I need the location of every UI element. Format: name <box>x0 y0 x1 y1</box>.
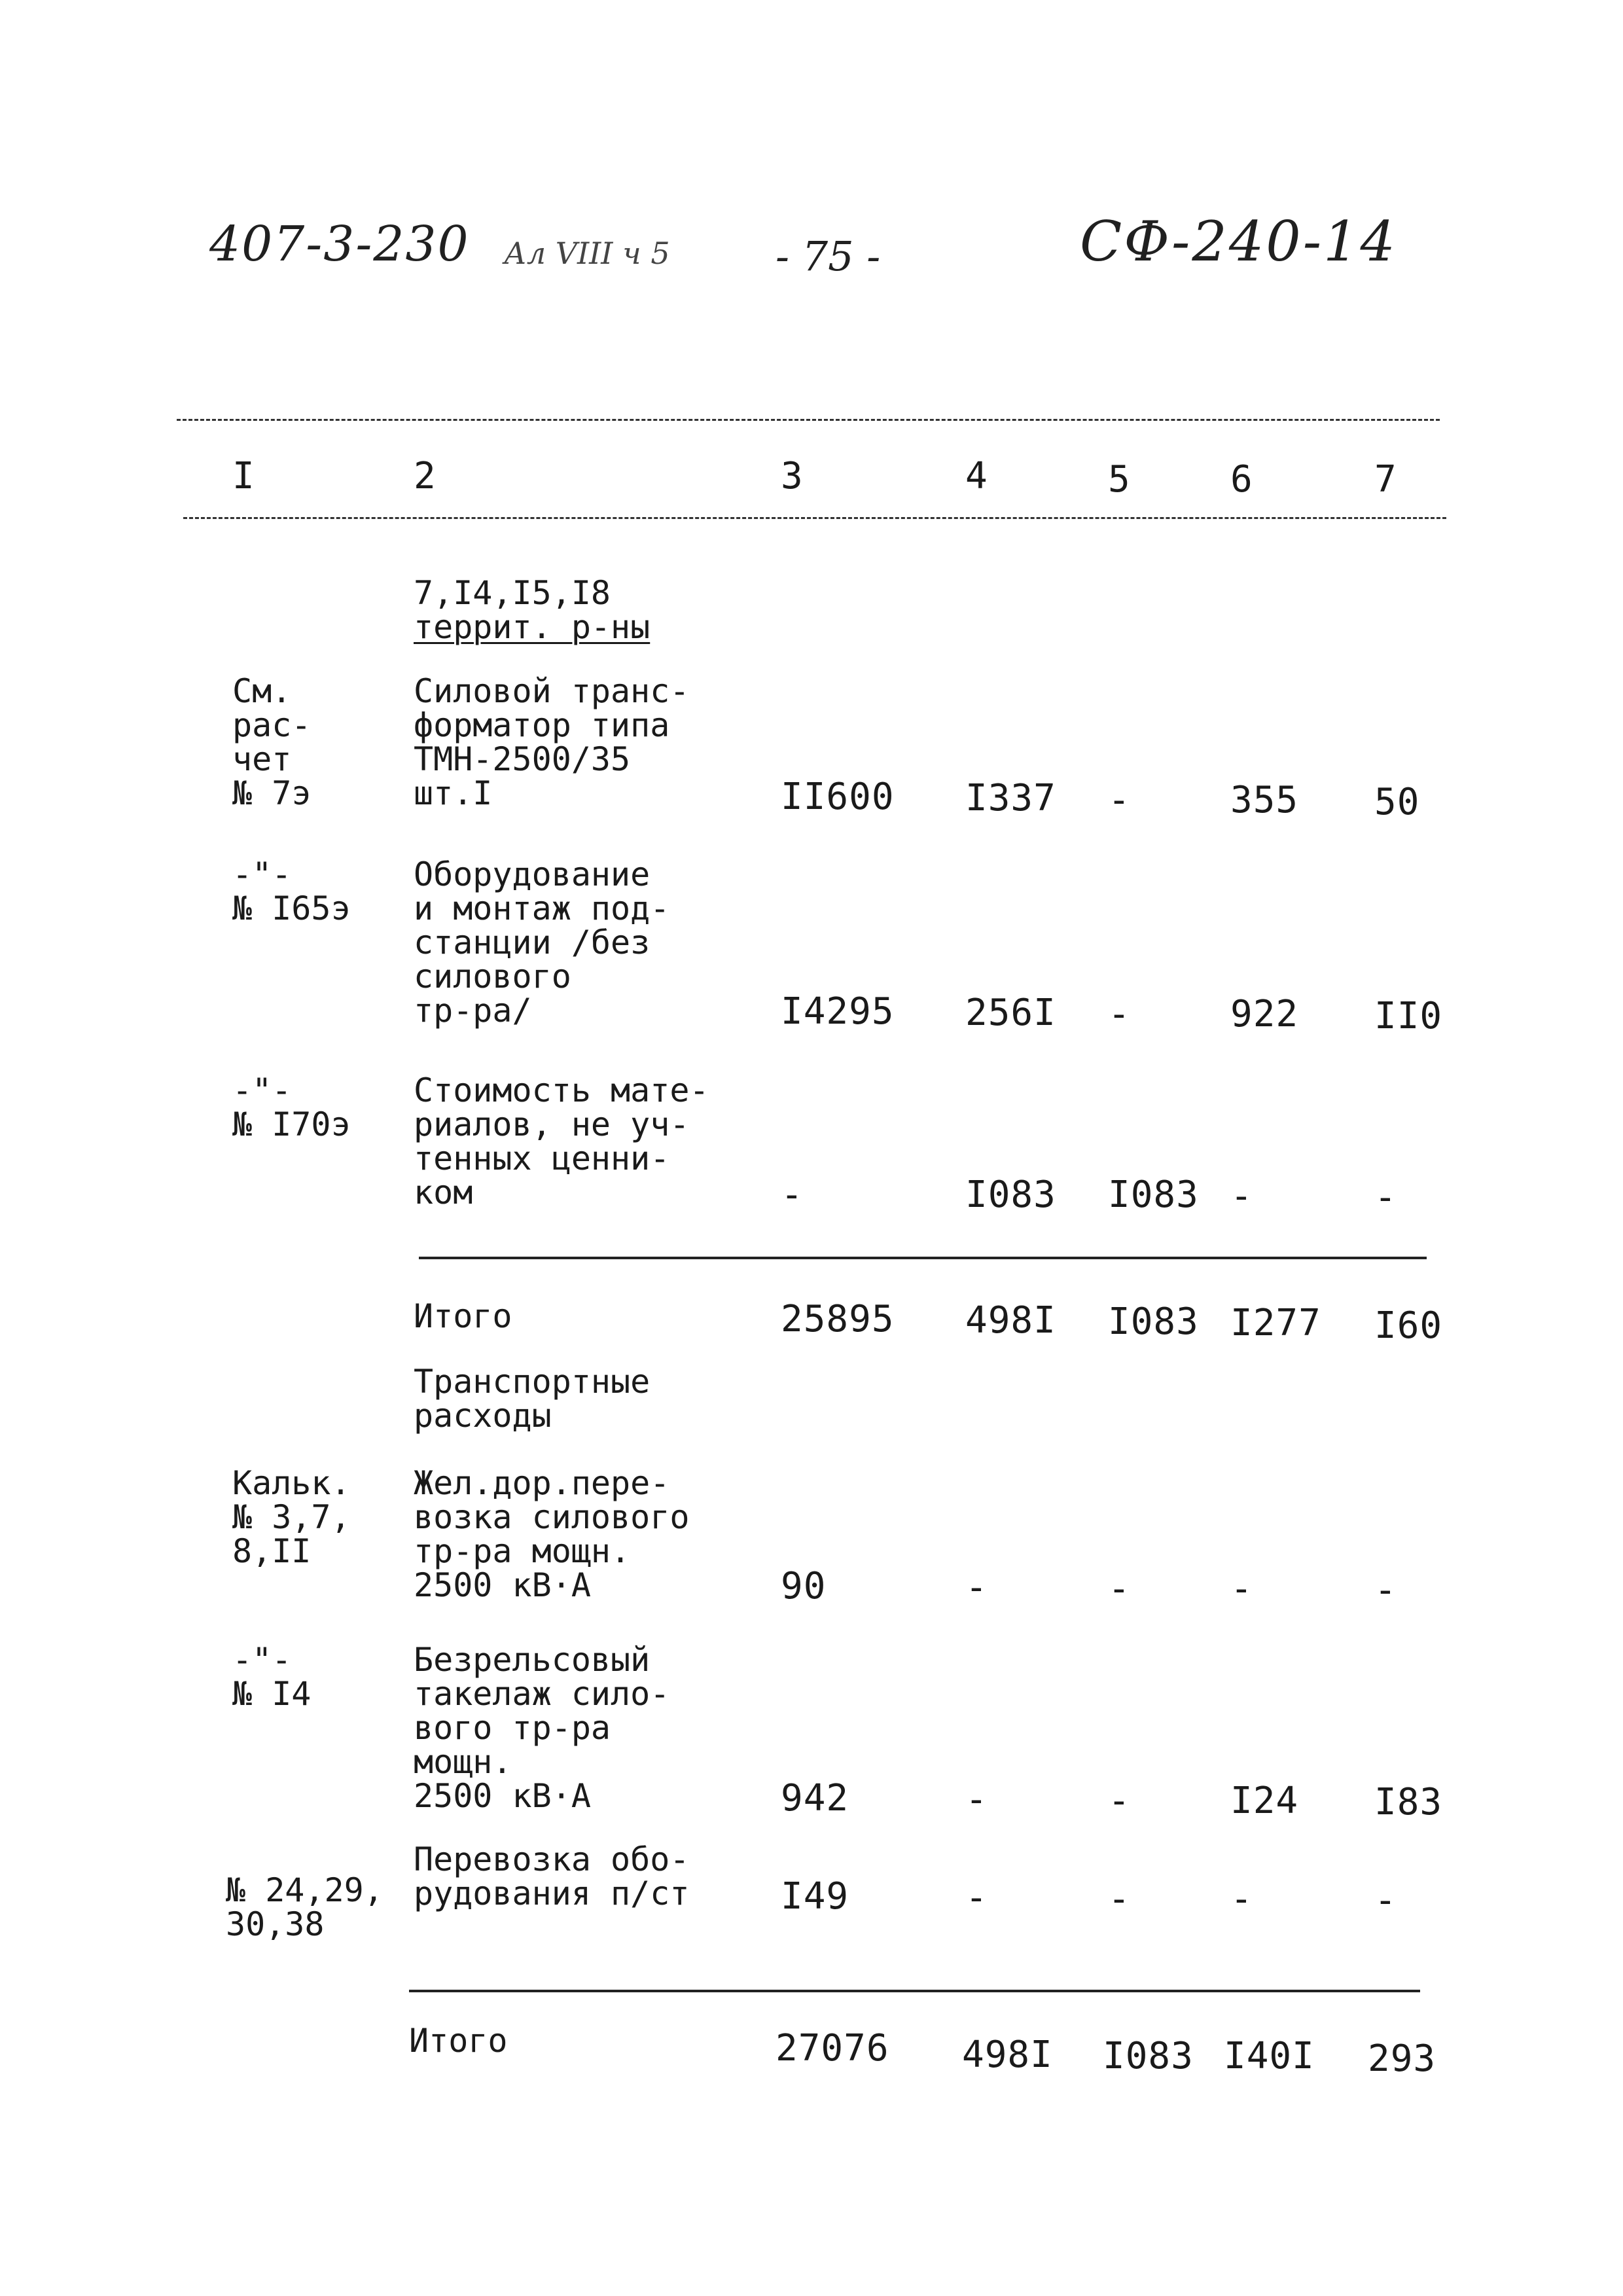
header-top-rule <box>177 419 1440 421</box>
page-number: - 75 - <box>776 232 881 280</box>
section-title: 7,I4,I5,I8 <box>414 574 611 612</box>
document-note: Ал VIII ч 5 <box>504 236 670 271</box>
cell-col5: I083 <box>1103 2035 1194 2077</box>
cell-col7: I60 <box>1374 1304 1443 1347</box>
cell-col6: - <box>1230 1175 1253 1217</box>
sheet-code: СФ-240-14 <box>1080 209 1397 274</box>
cell-col7: - <box>1374 1879 1397 1922</box>
cell-col5: - <box>1108 993 1131 1035</box>
cell-col7: - <box>1374 1569 1397 1611</box>
cell-col7: 293 <box>1368 2037 1436 2080</box>
column-header-2: 2 <box>414 455 436 497</box>
cell-col5: - <box>1108 1568 1131 1610</box>
cell-col3: II600 <box>781 776 895 818</box>
row-reference: См. рас- чет № 7э <box>232 672 312 812</box>
cell-col4: I083 <box>965 1174 1056 1216</box>
column-header-1: I <box>232 455 255 497</box>
total-rule <box>409 1990 1420 1992</box>
cell-col3: 27076 <box>776 2027 889 2070</box>
cell-col6: - <box>1230 1878 1253 1920</box>
document-code: 407-3-230 <box>209 216 470 272</box>
cell-col7: 50 <box>1374 781 1420 823</box>
cell-col6: - <box>1230 1568 1253 1610</box>
cell-col7: II0 <box>1374 995 1443 1037</box>
cell-col3: I4295 <box>781 990 895 1033</box>
column-header-3: 3 <box>781 455 803 497</box>
row-reference: -"- № I65э <box>232 855 351 927</box>
column-header-7: 7 <box>1374 458 1397 501</box>
total-label: Итого <box>409 2022 508 2060</box>
row-reference: -"- № I4 <box>232 1641 312 1713</box>
cell-col5: I083 <box>1108 1174 1199 1216</box>
subtotal-rule <box>419 1257 1427 1259</box>
cell-col3: 942 <box>781 1777 849 1820</box>
cell-col4: 498I <box>962 2034 1053 2076</box>
row-description: Безрельсовый такелаж сило- вого тр-ра мощн. 2500 кВ·А <box>414 1641 670 1815</box>
row-description: Оборудование и монтаж под- станции /без силового тр-ра/ <box>414 855 670 1030</box>
cell-col6: I277 <box>1230 1302 1321 1344</box>
cell-col5: - <box>1108 1878 1131 1920</box>
column-header-4: 4 <box>965 455 988 497</box>
row-reference: № 24,29, 30,38 <box>226 1871 383 1943</box>
cell-col6: I24 <box>1230 1780 1299 1822</box>
cell-col4: 256I <box>965 992 1056 1034</box>
row-description: Стоимость мате- риалов, не уч- тенных ценни- ком <box>414 1071 709 1211</box>
cell-col4: - <box>965 1876 988 1919</box>
cell-col7: - <box>1374 1176 1397 1219</box>
transport-title: Транспортные расходы <box>414 1363 651 1435</box>
cell-col6: 922 <box>1230 993 1299 1035</box>
column-header-5: 5 <box>1108 458 1130 501</box>
section-subtitle: террит. р-ны <box>414 608 651 646</box>
cell-col3: 90 <box>781 1565 827 1607</box>
cell-col6: I40I <box>1224 2035 1315 2077</box>
cell-col7: I83 <box>1374 1781 1443 1823</box>
row-description: Силовой транс- форматор типа ТМН-2500/35 шт.I <box>414 672 690 812</box>
cell-col6: 355 <box>1230 779 1299 821</box>
cell-col4: 498I <box>965 1299 1056 1342</box>
cell-col5: - <box>1108 1780 1131 1822</box>
cell-col3: - <box>781 1174 804 1216</box>
cell-col4: - <box>965 1778 988 1821</box>
row-reference: Кальк. № 3,7, 8,II <box>232 1464 351 1570</box>
cell-col3: I49 <box>781 1875 849 1918</box>
cell-col4: - <box>965 1566 988 1609</box>
column-header-6: 6 <box>1230 458 1253 501</box>
cell-col5: - <box>1108 779 1131 821</box>
cell-col4: I337 <box>965 777 1056 819</box>
cell-col3: 25895 <box>781 1298 895 1340</box>
row-description: Жел.дор.пере- возка силового тр-ра мощн. 2500 кВ·А <box>414 1464 690 1604</box>
cell-col5: I083 <box>1108 1300 1199 1343</box>
row-reference: -"- № I70э <box>232 1071 351 1143</box>
header-bottom-rule <box>183 517 1446 519</box>
subtotal-label: Итого <box>414 1297 512 1335</box>
row-description: Перевозка обо- рудования п/ст <box>414 1840 690 1912</box>
